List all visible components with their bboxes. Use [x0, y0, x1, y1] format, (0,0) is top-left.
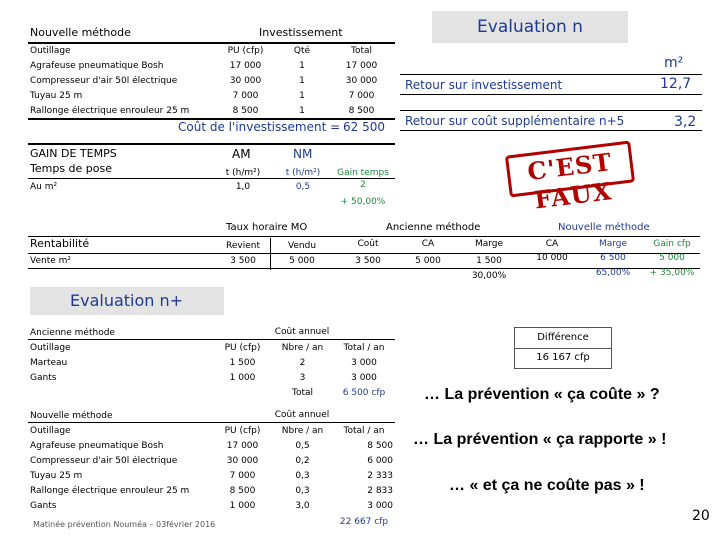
nouv-row-pu: 1 000: [229, 501, 256, 511]
anc-row-pu: 1 000: [229, 373, 256, 383]
invest-row-label: Agrafeuse pneumatique Bosh: [30, 61, 164, 71]
invest-row-pu: 30 000: [229, 76, 262, 86]
invest-row-total: 8 500: [348, 106, 375, 116]
page-number: 20: [692, 508, 710, 524]
nouv-total-value: 22 667 cfp: [339, 517, 389, 527]
col-anc-ca: CA: [421, 239, 435, 249]
vendu-val: 5 000: [289, 256, 315, 266]
nouv-row-total: 6 000: [367, 456, 393, 466]
nouv-col-total: Total / an: [343, 426, 385, 436]
col-anc-marge: Marge: [474, 239, 504, 249]
invest-row-pu: 7 000: [232, 91, 259, 101]
gain-am: AM: [232, 147, 251, 161]
gain-au-m2: Au m²: [30, 182, 58, 192]
nouv-row-pu: 7 000: [229, 471, 256, 481]
nouv-gain-val: 5 000: [659, 253, 685, 263]
anc-marge-val: 1 500: [476, 256, 502, 266]
nouv-row-pu: 8 500: [229, 486, 256, 496]
revient-val: 3 500: [230, 256, 256, 266]
invest-cost-value: 62 500: [343, 120, 385, 134]
nouv-marge-val: 6 500: [600, 253, 626, 263]
gain-subtitle: Temps de pose: [30, 162, 113, 175]
anc-col-nbre: Nbre / an: [281, 343, 324, 353]
anc-row-total: 3 000: [351, 358, 377, 368]
anc-title: Ancienne méthode: [386, 222, 481, 233]
nouv-row-total: 2 333: [367, 471, 393, 481]
nouv-title: Nouvelle méthode: [558, 222, 650, 233]
nouv-row-nbre: 0,3: [295, 486, 310, 496]
nouv-row-label: Nouvelle méthode: [30, 411, 113, 421]
nouv-row-label: Outillage: [30, 426, 71, 436]
gain-val-am: 1,0: [235, 182, 251, 192]
unit-m2: m²: [664, 55, 684, 71]
difference-box: [514, 327, 612, 369]
gain-temps-label: Gain temps: [337, 168, 389, 178]
anc-ca-val: 5 000: [415, 256, 441, 266]
difference-value: 16 167 cfp: [536, 352, 590, 363]
invest-row-pu: 8 500: [232, 106, 259, 116]
invest-row-pu: 17 000: [229, 61, 262, 71]
nouv-ca-val: 10 000: [536, 253, 568, 263]
nouv-row-pu: 17 000: [226, 441, 259, 451]
invest-row-qte: 1: [299, 61, 305, 71]
taux-title: Taux horaire MO: [226, 222, 308, 233]
rentab-title: Rentabilité: [30, 237, 90, 250]
slogan-1: … La prévention « ça coûte » ?: [424, 386, 660, 403]
anc-row-label: Gants: [30, 373, 57, 383]
anc-row-nbre: 3: [299, 373, 306, 383]
nouv-cout-annuel: Coût annuel: [274, 410, 330, 420]
invest-row-label: Rallonge électrique enrouleur 25 m: [30, 106, 190, 116]
nouv-row-pu: 30 000: [226, 456, 259, 466]
invest-row-qte: 1: [299, 76, 305, 86]
col-nouv-gain: Gain cfp: [653, 239, 691, 249]
invest-title: Investissement: [259, 26, 343, 39]
anc-row-pu: 1 500: [229, 358, 256, 368]
invest-row-label: Compresseur d'air 50l électrique: [30, 76, 178, 86]
anc-marge-pct: 30,00%: [471, 271, 507, 281]
nouv-row-label: Compresseur d'air 50l électrique: [30, 456, 178, 466]
anc-row-label: Marteau: [30, 358, 68, 368]
col-revient: Revient: [226, 241, 260, 251]
nouv-row-total: 8 500: [367, 441, 393, 451]
gain-title: GAIN DE TEMPS: [30, 147, 117, 160]
roi-value: 12,7: [660, 76, 692, 92]
gain-unit-am: t (h/m²): [225, 168, 261, 178]
anc-total-label: Total: [291, 388, 314, 398]
anc-row-nbre: 2: [299, 358, 306, 368]
nouv-col-nbre: Nbre / an: [281, 426, 324, 436]
anc-row-total: 3 000: [351, 373, 377, 383]
invest-cost-label: Coût de l'investissement =: [178, 120, 341, 134]
gain-unit-nm: t (h/m²): [285, 168, 321, 178]
invest-row-label: Outillage: [30, 46, 71, 56]
col-nouv-ca: CA: [545, 239, 559, 249]
anc-row-label: Outillage: [30, 343, 71, 353]
invest-row-total: 30 000: [345, 76, 378, 86]
nouv-row-nbre: 0,5: [295, 441, 310, 451]
nouv-row-label: Gants: [30, 501, 57, 511]
invest-row-total: 17 000: [345, 61, 378, 71]
nouv-row-total: 3 000: [367, 501, 393, 511]
anc-col-pu: PU (cfp): [224, 343, 261, 353]
extra-label: Retour sur coût supplémentaire n+5: [405, 114, 625, 128]
slogan-3: … « et ça ne coûte pas » !: [449, 477, 645, 494]
col-qte: Qté: [293, 46, 311, 56]
nouv-row-nbre: 0,2: [295, 456, 310, 466]
anc-cout-val: 3 500: [355, 256, 381, 266]
nouv-gain-pct: + 35,00%: [649, 268, 695, 278]
footer-text: Matinée prévention Nouméa – 03février 2016: [33, 520, 216, 529]
invest-row-label: Tuyau 25 m: [30, 91, 83, 101]
difference-label: Différence: [537, 332, 589, 343]
rentab-vente: Vente m²: [30, 256, 72, 266]
evaluation-n1-title: Evaluation n+: [70, 291, 184, 310]
invest-row-total: 7 000: [348, 91, 375, 101]
col-total: Total: [350, 46, 373, 56]
col-vendu: Vendu: [287, 241, 317, 251]
nouv-row-total: 2 833: [367, 486, 393, 496]
nouv-row-label: Rallonge électrique enrouleur 25 m: [30, 486, 190, 496]
gain-temps-value: 2: [360, 180, 366, 190]
anc-col-total: Total / an: [343, 343, 385, 353]
gain-val-nm: 0,5: [295, 182, 311, 192]
nouv-col-pu: PU (cfp): [224, 426, 261, 436]
invest-row-qte: 1: [299, 91, 305, 101]
evaluation-n-title: Evaluation n: [477, 17, 583, 37]
col-anc-cout: Coût: [357, 239, 379, 249]
gain-temps-pct: + 50,00%: [340, 197, 386, 207]
anc-total-value: 6 500 cfp: [342, 388, 386, 398]
nouv-row-label: Agrafeuse pneumatique Bosh: [30, 441, 164, 451]
nouv-marge-pct: 65,00%: [595, 268, 631, 278]
col-pu: PU (cfp): [227, 46, 264, 56]
nouv-row-label: Tuyau 25 m: [30, 471, 83, 481]
col-nouv-marge: Marge: [598, 239, 628, 249]
gain-nm: NM: [293, 147, 313, 161]
roi-label: Retour sur investissement: [405, 78, 563, 92]
slogan-2: … La prévention « ça rapporte » !: [413, 431, 667, 448]
anc-cout-annuel: Coût annuel: [274, 327, 330, 337]
cest-faux-stamp: C'EST FAUX: [505, 140, 635, 197]
nouv-row-nbre: 0,3: [295, 471, 310, 481]
anc-row-label: Ancienne méthode: [30, 328, 115, 338]
nouv-row-nbre: 3,0: [295, 501, 310, 511]
invest-left-title: Nouvelle méthode: [30, 26, 131, 39]
invest-row-qte: 1: [299, 106, 305, 116]
extra-value: 3,2: [674, 114, 697, 130]
